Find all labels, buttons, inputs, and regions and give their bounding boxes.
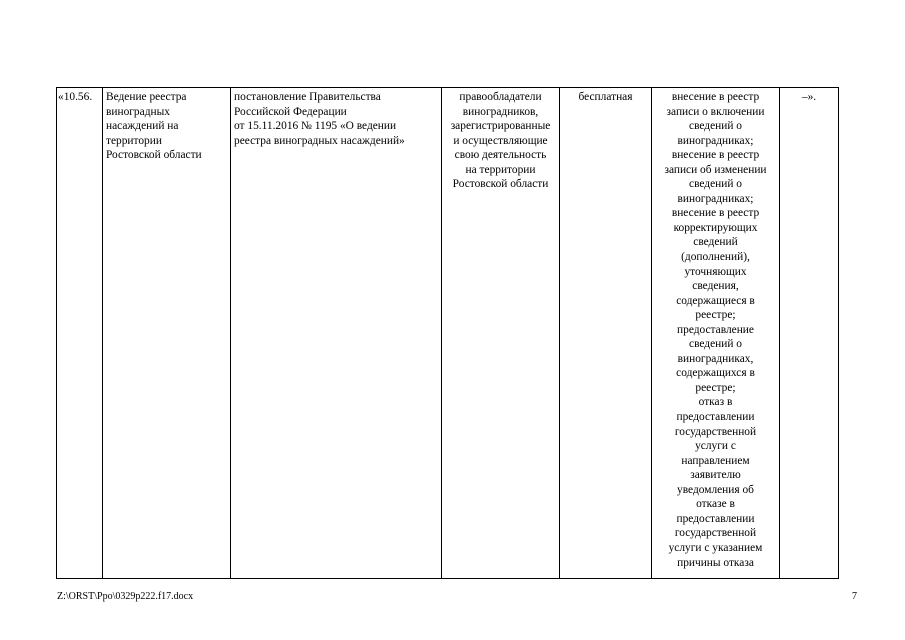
row-number-cell: «10.56. xyxy=(57,88,103,579)
applicants-cell: правообладатели виноградников, зарегистрированные и осуществляющие свою деятельность на территории Ростовской области xyxy=(442,88,560,579)
legal-basis-cell: постановление Правительства Российской Федерации от 15.11.2016 № 1195 «О ведении реестра виноградных насаждений» xyxy=(231,88,442,579)
fee-cell: бесплатная xyxy=(560,88,652,579)
page-number: 7 xyxy=(852,591,857,602)
table-row xyxy=(57,88,839,579)
service-name-cell: Ведение реестра виноградных насаждений на территории Ростовской области xyxy=(103,88,231,579)
services-table xyxy=(56,87,839,579)
footer-file-path: Z:\ORST\Ppo\0329p222.f17.docx xyxy=(57,591,194,602)
last-cell: –». xyxy=(780,88,839,579)
results-cell: внесение в реестр записи о включении сведений о виноградниках; внесение в реестр записи об изменении сведений о виноградниках; внесение в реестр корректирующих сведений (дополнений), уточняющих сведения, содержащиеся в реестре; предоставление сведений о виноградниках, содержащихся в реестре; отказ в предоставлении государственной услуги с направлением заявителю уведомления об отказе в предоставлении государственной услуги с указанием причины отказа xyxy=(652,88,780,579)
